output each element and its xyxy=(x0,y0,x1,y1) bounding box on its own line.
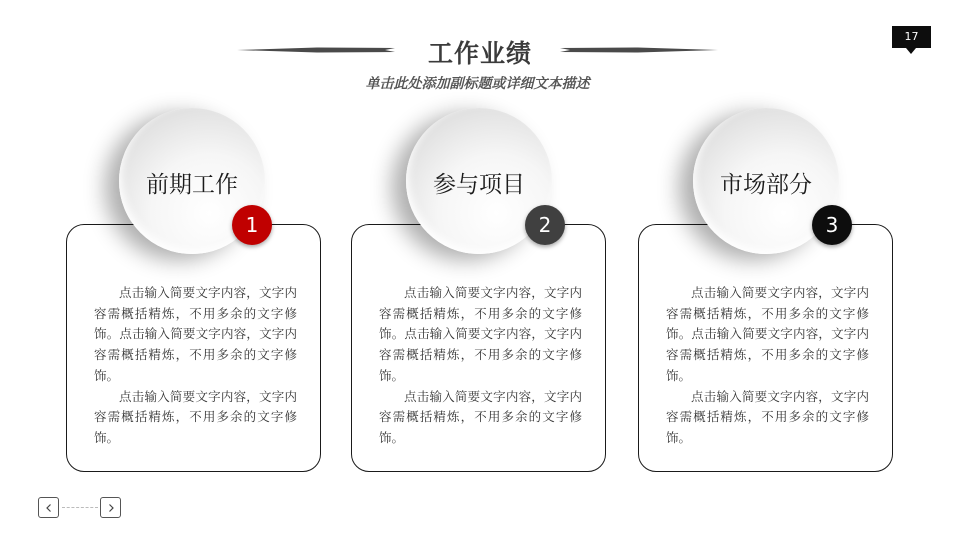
page-subtitle: 单击此处添加副标题或详细文本描述 xyxy=(365,76,590,92)
card-3-number-badge: 3 xyxy=(812,205,852,245)
card-2-heading: 参与项目 xyxy=(433,171,525,198)
card-3-paragraph: 点击输入简要文字内容，文字内容需概括精炼，不用多余的文字修饰。 xyxy=(666,388,869,445)
card-3 xyxy=(638,224,893,472)
card-1-paragraph: 点击输入简要文字内容，文字内容需概括精炼，不用多余的文字修饰。点击输入简要文字内容，文字内容需概括精炼，不用多余的文字修饰。 xyxy=(94,285,297,383)
title-decoration-right xyxy=(560,46,718,54)
card-1-heading: 前期工作 xyxy=(146,171,238,198)
card-3-body xyxy=(666,283,869,449)
page-title: 工作业绩 xyxy=(427,39,532,68)
card-2 xyxy=(351,224,606,472)
card-1-body xyxy=(94,283,297,449)
next-slide-button[interactable] xyxy=(100,497,121,518)
previous-slide-button[interactable] xyxy=(38,497,59,518)
chevron-left-icon xyxy=(44,503,54,513)
card-2-number-badge: 2 xyxy=(525,205,565,245)
card-3-heading: 市场部分 xyxy=(720,171,812,198)
page-number-badge: 17 xyxy=(892,26,931,48)
card-2-body xyxy=(379,283,582,449)
card-2-paragraph: 点击输入简要文字内容，文字内容需概括精炼，不用多余的文字修饰。点击输入简要文字内容，文字内容需概括精炼，不用多余的文字修饰。 xyxy=(379,285,582,383)
title-decoration-left xyxy=(237,46,395,54)
chevron-right-icon xyxy=(106,503,116,513)
card-1-paragraph: 点击输入简要文字内容，文字内容需概括精炼，不用多余的文字修饰。 xyxy=(94,388,297,445)
card-1 xyxy=(66,224,321,472)
card-2-paragraph: 点击输入简要文字内容，文字内容需概括精炼，不用多余的文字修饰。 xyxy=(379,388,582,445)
navigation-divider xyxy=(62,507,98,508)
card-1-number-badge: 1 xyxy=(232,205,272,245)
card-3-paragraph: 点击输入简要文字内容，文字内容需概括精炼，不用多余的文字修饰。点击输入简要文字内容，文字内容需概括精炼，不用多余的文字修饰。 xyxy=(666,285,869,383)
